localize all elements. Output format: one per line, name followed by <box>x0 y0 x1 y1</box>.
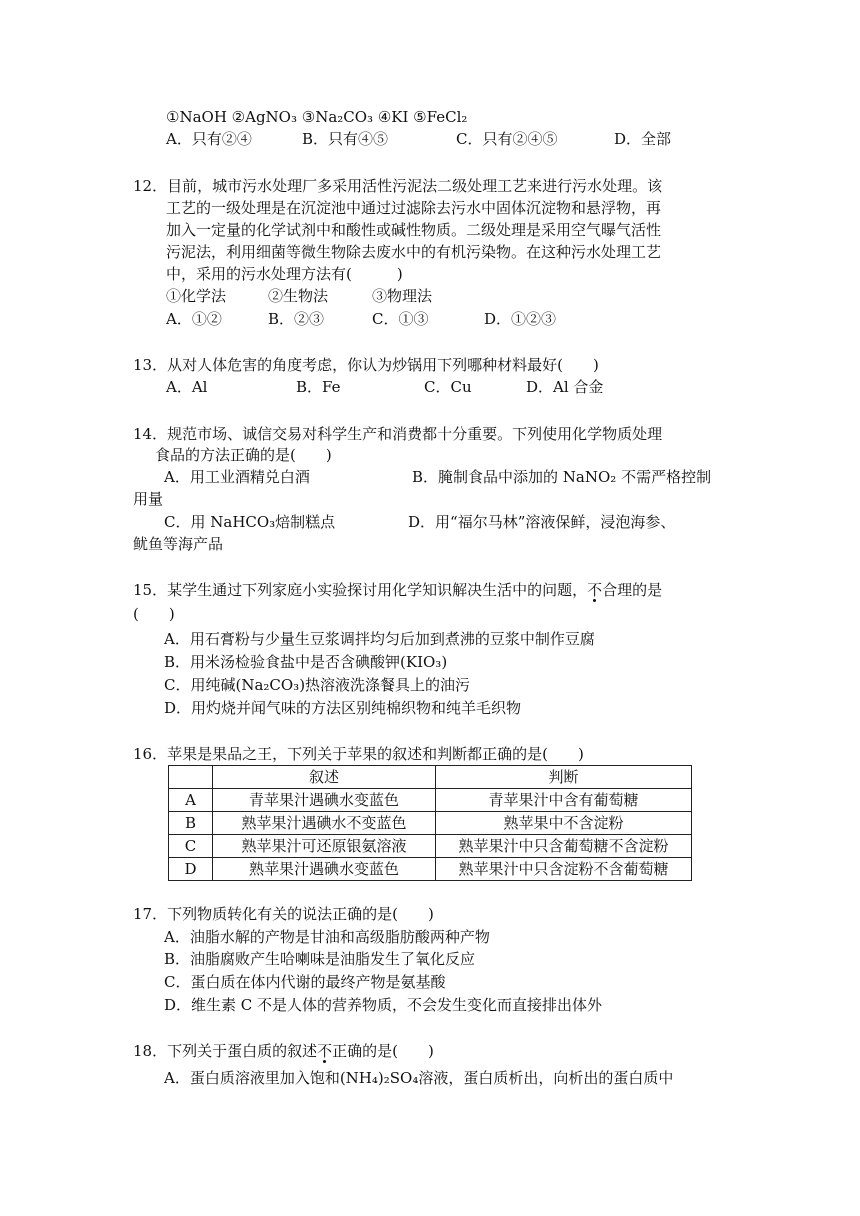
table-row <box>169 812 692 835</box>
q15-stem-pre: 15．某学生通过下列家庭小实验探讨用化学知识解决生活中的问题， <box>133 581 588 599</box>
q11-option-c: C．只有②④⑤ <box>456 130 558 148</box>
q13-option-b: B．Fe <box>296 378 341 396</box>
q14-option-d-cont: 鱿鱼等海产品 <box>133 535 224 553</box>
table-row <box>169 789 692 812</box>
q17-option-b: B．油脂腐败产生哈喇味是油脂发生了氧化反应 <box>164 950 476 968</box>
q12-option-a: A．①② <box>166 310 222 328</box>
table-header-cell: 叙述 <box>213 766 436 789</box>
q13-option-c: C．Cu <box>424 378 472 396</box>
table-cell: C <box>169 835 213 858</box>
q14-stem-line-1: 14．规范市场、诚信交易对科学生产和消费都十分重要。下列使用化学物质处理 <box>133 425 663 443</box>
q14-option-c: C．用 NaHCO₃焙制糕点 <box>164 513 336 531</box>
q12-stem-line-2: 工艺的一级处理是在沉淀池中通过过滤除去污水中固体沉淀物和悬浮物，再 <box>166 199 662 217</box>
q13-option-d: D．Al 合金 <box>526 378 604 396</box>
table-cell: B <box>169 812 213 835</box>
q12-stem-line-1: 12．目前，城市污水处理厂多采用活性污泥法二级处理工艺来进行污水处理。该 <box>133 177 663 195</box>
table-cell: 熟苹果汁遇碘水不变蓝色 <box>213 812 436 835</box>
q14-option-b: B．腌制食品中添加的 NaNO₂ 不需严格控制 <box>412 468 712 486</box>
q11-items: ①NaOH ②AgNO₃ ③Na₂CO₃ ④KI ⑤FeCl₂ <box>166 108 468 126</box>
table-cell: 熟苹果汁遇碘水变蓝色 <box>213 858 436 881</box>
q18-stem <box>133 1040 434 1062</box>
q15-option-b: B．用米汤检验食盐中是否含碘酸钾(KIO₃) <box>164 653 448 671</box>
q17-option-c: C．蛋白质在体内代谢的最终产物是氨基酸 <box>164 973 446 991</box>
q12-option-c: C．①③ <box>372 310 429 328</box>
q16-table <box>168 765 692 881</box>
q12-option-d: D．①②③ <box>484 310 557 328</box>
table-cell: 熟苹果汁可还原银氨溶液 <box>213 835 436 858</box>
q15-stem-paren: ( ) <box>133 605 175 623</box>
q15-stem <box>133 579 662 601</box>
q13-stem: 13．从对人体危害的角度考虑，你认为炒锅用下列哪种材料最好( ) <box>133 356 599 374</box>
q12-option-b: B．②③ <box>268 310 325 328</box>
q15-option-d: D．用灼烧并闻气味的方法区别纯棉织物和纯羊毛织物 <box>164 699 522 717</box>
q12-stem-line-3: 加入一定量的化学试剂中和酸性或碱性物质。二级处理是采用空气曝气活性 <box>166 221 662 239</box>
q17-option-d: D．维生素 C 不是人体的营养物质，不会发生变化而直接排出体外 <box>164 996 603 1014</box>
table-cell: 熟苹果汁中只含淀粉不含葡萄糖 <box>436 858 692 881</box>
q16-stem: 16．苹果是果品之王，下列关于苹果的叙述和判断都正确的是( ) <box>133 745 584 763</box>
q18-stem-emphasis: 不 <box>317 1042 333 1060</box>
q14-stem-line-2: 食品的方法正确的是( ) <box>155 446 332 464</box>
q12-stem-line-5: 中，采用的污水处理方法有( ) <box>166 265 403 283</box>
table-header-row <box>169 766 692 789</box>
table-cell: 熟苹果中不含淀粉 <box>436 812 692 835</box>
q15-stem-post: 合理的是 <box>602 581 663 599</box>
q15-option-c: C．用纯碱(Na₂CO₃)热溶液洗涤餐具上的油污 <box>164 676 471 694</box>
table-cell: 青苹果汁中含有葡萄糖 <box>436 789 692 812</box>
table-row <box>169 858 692 881</box>
q13-option-a: A．Al <box>166 378 208 396</box>
q12-method-1: ①化学法 <box>166 287 227 305</box>
table-cell: 熟苹果汁中只含葡萄糖不含淀粉 <box>436 835 692 858</box>
q17-stem: 17．下列物质转化有关的说法正确的是( ) <box>133 905 434 923</box>
table-cell: A <box>169 789 213 812</box>
q18-stem-pre: 18．下列关于蛋白质的叙述 <box>133 1042 318 1060</box>
table-cell: 青苹果汁遇碘水变蓝色 <box>213 789 436 812</box>
q18-option-a: A．蛋白质溶液里加入饱和(NH₄)₂SO₄溶液，蛋白质析出，向析出的蛋白质中 <box>164 1069 674 1087</box>
table-header-cell: 判断 <box>436 766 692 789</box>
q11-option-a: A．只有②④ <box>166 130 252 148</box>
q17-option-a: A．油脂水解的产物是甘油和高级脂肪酸两种产物 <box>164 928 490 946</box>
q12-method-3: ③物理法 <box>372 287 433 305</box>
q11-option-d: D．全部 <box>614 130 672 148</box>
table-cell: D <box>169 858 213 881</box>
q12-method-2: ②生物法 <box>268 287 329 305</box>
q15-stem-emphasis: 不 <box>587 581 603 599</box>
q14-option-b-cont: 用量 <box>133 490 164 508</box>
table-row <box>169 835 692 858</box>
q14-option-a: A．用工业酒精兑白酒 <box>164 468 310 486</box>
q11-option-b: B．只有④⑤ <box>302 130 389 148</box>
q18-stem-post: 正确的是( ) <box>332 1042 434 1060</box>
q12-stem-line-4: 污泥法，利用细菌等微生物除去废水中的有机污染物。在这种污水处理工艺 <box>166 243 662 261</box>
table-header-cell <box>169 766 213 789</box>
q14-option-d: D．用“福尔马林”溶液保鲜，浸泡海参、 <box>408 513 676 531</box>
q15-option-a: A．用石膏粉与少量生豆浆调拌均匀后加到煮沸的豆浆中制作豆腐 <box>164 630 595 648</box>
